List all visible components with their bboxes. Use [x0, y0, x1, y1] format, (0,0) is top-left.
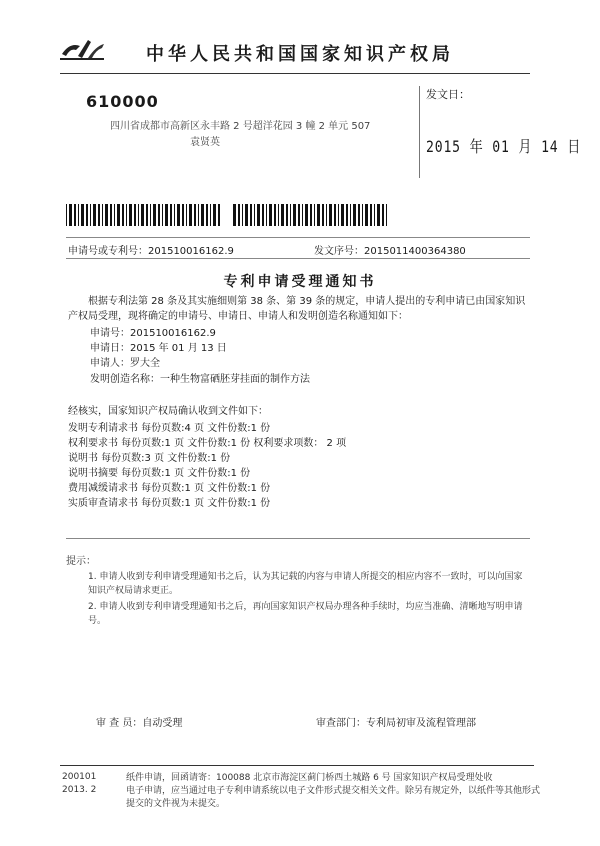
agency-name: 中华人民共和国国家知识产权局 [146, 44, 454, 65]
file-item: 说明书摘要 每份页数:1 页 文件份数:1 份 [68, 468, 251, 479]
intro-paragraph: 根据专利法第 28 条及其实施细则第 38 条、第 39 条的规定，申请人提出的专利申请已由国家知识产权局受理，现将确定的申请号、申请日、申请人和发明创造名称通知如下： [68, 296, 526, 322]
doc-number-row [314, 242, 466, 257]
application-number-label: 申请号或专利号： [68, 246, 148, 257]
id-row-bottom-line [66, 258, 530, 259]
recipient-address: 四川省成都市高新区永丰路 2 号超洋花园 3 幢 2 单元 507 [110, 121, 371, 132]
tip-item: 1. 申请人收到专利申请受理通知书之后，认为其记载的内容与申请人所提交的相应内容不一致时，可以向国家知识产权局请求更正。 [88, 572, 523, 596]
field-application-date [90, 341, 227, 356]
examiner: 审 查 员：自动受理 [96, 718, 183, 729]
field-label: 申请人： [90, 358, 130, 369]
field-application-number [90, 326, 216, 341]
form-code: 200101 [62, 772, 97, 782]
id-row-top-line [66, 237, 530, 238]
send-date: 2015 年 01 月 14 日 [426, 137, 582, 156]
file-item: 说明书 每份页数:3 页 文件份数:1 份 [68, 453, 231, 464]
field-value: 201510016162.9 [130, 328, 216, 339]
application-number-row [68, 242, 234, 257]
file-item: 权利要求书 每份页数:1 页 文件份数:1 份 权利要求项数： 2 项 [68, 438, 347, 449]
field-invention-title [90, 372, 310, 387]
postcode: 610000 [86, 92, 159, 111]
send-date-divider [419, 86, 420, 178]
tip-item: 2. 申请人收到专利申请受理通知书之后，再向国家知识产权局办理各种手续时，均应当准确、清晰地写明申请号。 [88, 602, 523, 626]
field-label: 申请日： [90, 343, 130, 354]
tips-top-line [66, 538, 530, 539]
doc-number: 2015011400364380 [364, 246, 466, 257]
field-value: 罗大全 [130, 358, 160, 369]
header-divider [60, 73, 530, 74]
barcode-right [233, 204, 388, 226]
field-value: 2015 年 01 月 13 日 [130, 343, 227, 354]
form-version: 2013. 2 [62, 785, 97, 795]
recipient-name: 袁贤英 [190, 137, 220, 148]
application-number: 201510016162.9 [148, 246, 234, 257]
file-item: 发明专利请求书 每份页数:4 页 文件份数:1 份 [68, 423, 271, 434]
file-item: 实质审查请求书 每份页数:1 页 文件份数:1 份 [68, 498, 271, 509]
files-intro: 经核实，国家知识产权局确认收到文件如下： [68, 406, 268, 417]
footer-paper-note: 纸件申请，回函请寄：100088 北京市海淀区蓟门桥西土城路 6 号 国家知识产权局受理处收 [126, 773, 493, 783]
send-date-label: 发文日： [426, 88, 470, 101]
tips-heading: 提示： [66, 556, 96, 567]
examining-department: 审查部门：专利局初审及流程管理部 [316, 718, 476, 729]
notice-title: 专利申请受理通知书 [223, 274, 377, 290]
barcode-left [66, 204, 221, 226]
sipo-logo [58, 36, 106, 62]
footer-electronic-note: 电子申请，应当通过电子专利申请系统以电子文件形式提交相关文件。除另有规定外，以纸件等其他形式提交的文件视为未提交。 [126, 786, 541, 809]
file-item: 费用减缓请求书 每份页数:1 页 文件份数:1 份 [68, 483, 271, 494]
field-value: 一种生物富硒胚芽挂面的制作方法 [160, 374, 310, 385]
footer-line [60, 765, 534, 766]
field-label: 申请号： [90, 328, 130, 339]
field-label: 发明创造名称： [90, 374, 160, 385]
field-applicant [90, 356, 160, 371]
doc-number-label: 发文序号： [314, 246, 364, 257]
